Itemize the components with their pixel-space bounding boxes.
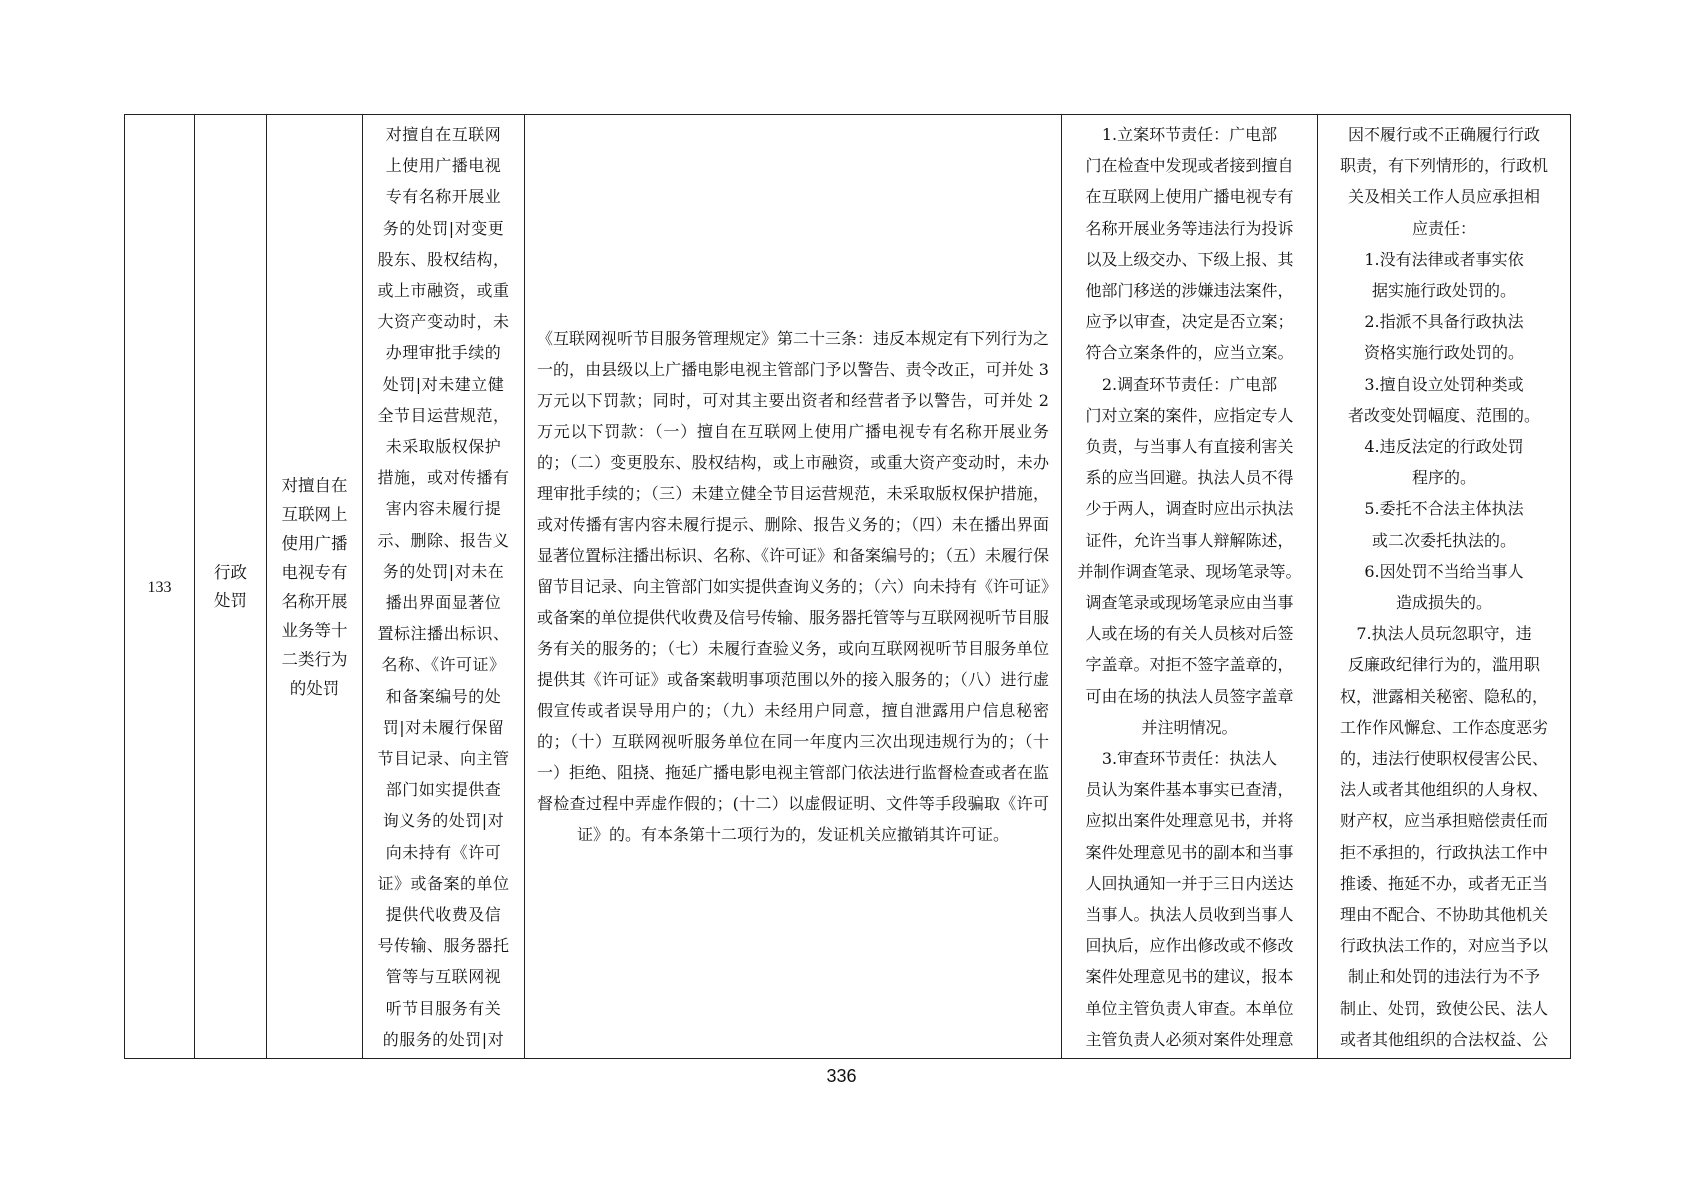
legal-basis-cell [525,115,1062,1059]
accountability-text: 因不履行或不正确履行行政 职责，有下列情形的，行政机 关及相关工作人员应承担相 应责任： 1.没有法律或者事实依 据实施行政处罚的。 2.指派不具备行政执法 资格实施行政处罚的。 3.擅自设立处罚种类或 者改变处罚幅度、范围的。 4.违反法定的行政处罚 程序的。 5.委托不合法主体执法 或二次委托执法的。 6.因处罚不当给当事人 造成损失的。 7.执法人员玩忽职守，违 反廉政纪律行为的，滥用职 权，泄露相关秘密、隐私的， 工作作风懈怠、工作态度恶劣 的，违法行使职权侵害公民、 法人或者其他组织的人身权、 财产权，应当承担赔偿责任而 拒不承担的，行政执法工作中 推诿、拖延不办，或者无正当 理由不配合、不协助其他机关 行政执法工作的，对应当予以 制止和处罚的违法行为不予 制止、处罚，致使公民、法人 或者其他组织的合法权益、公 [1339,125,1548,1049]
row-number: 133 [147,578,172,596]
responsibility-text: 1.立案环节责任：广电部 门在检查中发现或者接到擅自 在互联网上使用广播电视专有 名称开展业务等违法行为投诉 以及上级交办、下级上报、其 他部门移送的涉嫌违法案件， 应予以审查，决定是否立案； 符合立案条件的，应当立案。 2.调查环节责任：广电部 门对立案的案件，应指定专人 负责，与当事人有直接利害关 系的应当回避。执法人员不得 少于两人，调查时应出示执法 证件，允许当事人辩解陈述， 并制作调查笔录、现场笔录等。 调查笔录或现场笔录应由当事 人或在场的有关人员核对后签 字盖章。对拒不签字盖章的， 可由在场的执法人员签字盖章 并注明情况。 3.审查环节责任：执法人 员认为案件基本事实已查清， 应拟出案件处理意见书，并将 案件处理意见书的副本和当事 人回执通知一并于三日内送达 当事人。执法人员收到当事人 回执后，应作出修改或不修改 案件处理意见书的建议，报本 单位主管负责人审查。本单位 主管负责人必须对案件处理意 [1077,125,1302,1049]
legal-basis-text: 《互联网视听节目服务管理规定》第二十三条：违反本规定有下列行为之一的，由县级以上广播电影电视主管部门予以警告、责令改正，可并处 3 万元以下罚款；同时，可对其主要出资者和经营者予以警告，可并处 2 万元以下罚款：（一）擅自在互联网上使用广播电视专有名称开展业务的；（二）变更股东、股权结构，或上市融资，或重大资产变动时，未办理审批手续的；（三）未建立健全节目运营规范，未采取版权保护措施，或对传播有害内容未履行提示、删除、报告义务的；（四）未在播出界面显著位置标注播出标识、名称、《许可证》和备案编号的；（五）未履行保留节目记录、向主管部门如实提供查询义务的；（六）向未持有《许可证》或备案的单位提供代收费及信号传输、服务器托管等与互联网视听节目服务有关的服务的；（七）未履行查验义务，或向互联网视听节目服务单位提供其《许可证》或备案载明事项范围以外的接入服务的；（八）进行虚假宣传或者误导用户的；（九）未经用户同意，擅自泄露用户信息秘密的；（十）互联网视听服务单位在同一年度内三次出现违规行为的；（十一）拒绝、阻挠、拖延广播电影电视主管部门依法进行监督检查或者在监督检查过程中弄虚作假的；(十二）以虚假证明、文件等手段骗取《许可证》的。有本条第十二项行为的，发证机关应撤销其许可证。 [537,329,1050,844]
page-number: 336 [826,1066,857,1086]
item-name-cell [267,115,363,1059]
category-cell [195,115,267,1059]
category-text: 行政 处罚 [214,562,247,610]
sub-items-cell [363,115,525,1059]
item-name-text: 对擅自在 互联网上 使用广播 电视专有 名称开展 业务等十 二类行为 的处罚 [281,475,348,698]
sub-items-text: 对擅自在互联网 上使用广播电视 专有名称开展业 务的处罚|对变更 股东、股权结构， 或上市融资，或重 大资产变动时，未 办理审批手续的 处罚|对未建立健 全节目运营规范， 未采取版权保护 措施，或对传播有 害内容未履行提 示、删除、报告义 务的处罚|对未在 播出界面显著位 置标注播出标识、 名称、《许可证》 和备案编号的处 罚|对未履行保留 节目记录、向主管 部门如实提供查 询义务的处罚|对 向未持有《许可 证》或备案的单位 提供代收费及信 号传输、服务器托 管等与互联网视 听节目服务有关 的服务的处罚|对 [377,125,510,1049]
responsibility-table [124,114,1571,1059]
responsibility-cell [1062,115,1318,1059]
table-row [125,115,1571,1059]
accountability-cell [1318,115,1571,1059]
row-number-cell [125,115,195,1059]
